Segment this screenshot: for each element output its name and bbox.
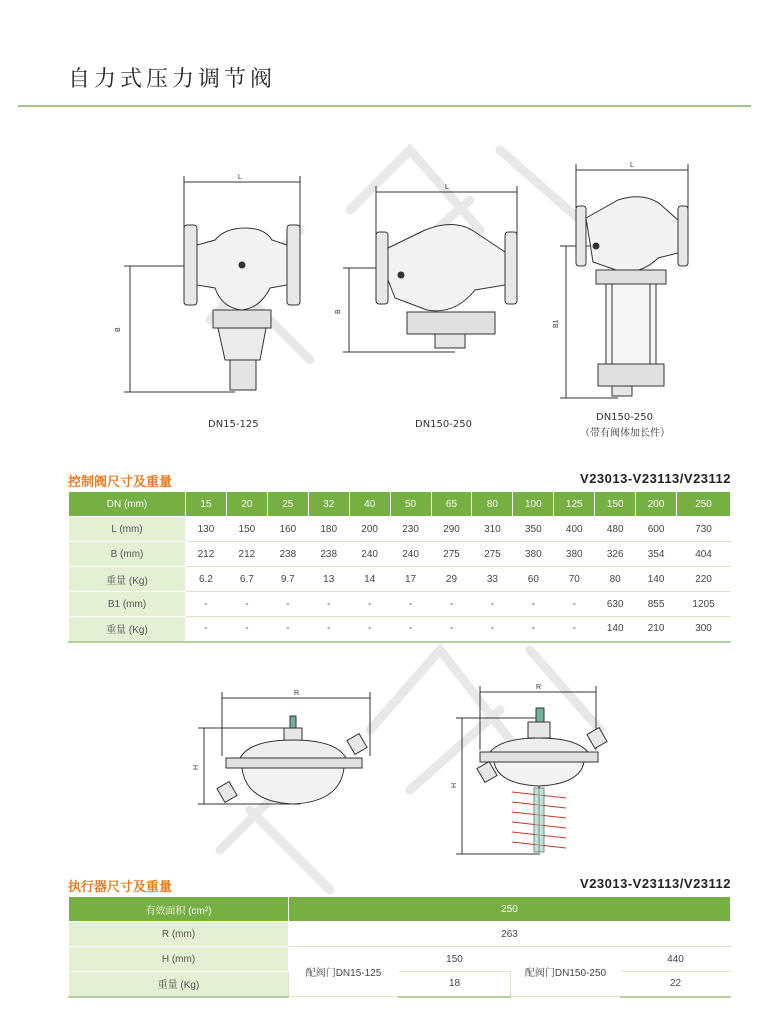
- actuator-drawing-large: [450, 680, 620, 860]
- dn-cell: 25: [267, 492, 308, 517]
- dn-cell: 150: [595, 492, 636, 517]
- table-cell: 275: [472, 542, 513, 567]
- table-cell: 275: [431, 542, 472, 567]
- table-cell: 6.2: [186, 567, 227, 592]
- dim-b-label: B: [115, 327, 122, 332]
- table-row: [69, 567, 731, 592]
- table-cell: -: [431, 592, 472, 617]
- table-row: [69, 972, 731, 997]
- dim-h-label: H: [193, 764, 200, 770]
- table-row: [69, 922, 731, 947]
- table-cell: 33: [472, 567, 513, 592]
- table-cell: 17: [390, 567, 431, 592]
- dn-cell: 32: [308, 492, 349, 517]
- table-row: [69, 517, 731, 542]
- area-label: 有效面积 (cm²): [69, 897, 289, 922]
- header-label: DN (mm): [69, 492, 186, 517]
- dn-cell: 40: [349, 492, 390, 517]
- dim-r-label: R: [294, 690, 300, 697]
- table-cell: 240: [349, 542, 390, 567]
- table-cell: 238: [308, 542, 349, 567]
- dn-cell: 50: [390, 492, 431, 517]
- caption-valve3-line1: DN150-250: [596, 412, 653, 423]
- valve-drawing-dn15-125: [110, 170, 320, 400]
- table-cell: 13: [308, 567, 349, 592]
- row-label: H (mm): [69, 947, 289, 972]
- table-cell: 212: [226, 542, 267, 567]
- table-cell: 290: [431, 517, 472, 542]
- table-cell: 380: [513, 542, 554, 567]
- group-label: 配阀门DN15-125: [289, 947, 399, 997]
- caption-valve1: DN15-125: [208, 419, 259, 430]
- dn-cell: 65: [431, 492, 472, 517]
- table-row: [69, 592, 731, 617]
- table-cell: -: [267, 592, 308, 617]
- table-cell: 326: [595, 542, 636, 567]
- table-cell: 140: [595, 617, 636, 642]
- table-cell: 630: [595, 592, 636, 617]
- table-cell: 150: [226, 517, 267, 542]
- table-cell: 600: [636, 517, 677, 542]
- valve-table-title: 控制阀尺寸及重量: [68, 475, 173, 490]
- row-label: 重量 (Kg): [69, 972, 289, 997]
- caption-valve3-line2: （带有阀体加长件）: [580, 428, 670, 439]
- table-cell: 9.7: [267, 567, 308, 592]
- table-cell: 404: [677, 542, 731, 567]
- row-label: R (mm): [69, 922, 289, 947]
- dim-r-label: R: [536, 684, 542, 691]
- table-cell: 238: [267, 542, 308, 567]
- table-cell: -: [308, 617, 349, 642]
- valve-drawing-extension: [548, 158, 698, 408]
- table-cell: -: [431, 617, 472, 642]
- table-cell: -: [226, 617, 267, 642]
- table-cell: 855: [636, 592, 677, 617]
- table-cell: 300: [677, 617, 731, 642]
- table-cell: -: [267, 617, 308, 642]
- valve-drawing-dn150-250: [335, 180, 535, 360]
- table-cell: 140: [636, 567, 677, 592]
- row-label: L (mm): [69, 517, 186, 542]
- row-label: B (mm): [69, 542, 186, 567]
- table-cell: -: [554, 617, 595, 642]
- table-cell: 6.7: [226, 567, 267, 592]
- dn-cell: 250: [677, 492, 731, 517]
- table-cell: 180: [308, 517, 349, 542]
- table-cell: -: [513, 592, 554, 617]
- table-cell: 200: [349, 517, 390, 542]
- dim-l-label: L: [445, 184, 449, 191]
- table-cell: 212: [186, 542, 227, 567]
- table-cell: 730: [677, 517, 731, 542]
- table-cell: -: [308, 592, 349, 617]
- row-label: 重量 (Kg): [69, 567, 186, 592]
- table-cell: -: [554, 592, 595, 617]
- table-cell: 22: [621, 972, 731, 997]
- table-cell: 230: [390, 517, 431, 542]
- dim-h-label: H: [451, 782, 458, 788]
- table-cell: 263: [289, 922, 731, 947]
- dn-cell: 20: [226, 492, 267, 517]
- row-label: B1 (mm): [69, 592, 186, 617]
- dn-cell: 125: [554, 492, 595, 517]
- table-cell: 70: [554, 567, 595, 592]
- dim-b1-label: B1: [553, 319, 560, 328]
- table-cell: 380: [554, 542, 595, 567]
- title-divider: [18, 105, 751, 107]
- table-header-row: [69, 492, 731, 517]
- area-value: 250: [289, 897, 731, 922]
- table-row: [69, 542, 731, 567]
- table-cell: -: [186, 592, 227, 617]
- actuator-table-title: 执行器尺寸及重量: [68, 880, 173, 895]
- table-cell: -: [186, 617, 227, 642]
- table-cell: -: [390, 592, 431, 617]
- table-cell: 1205: [677, 592, 731, 617]
- dim-l-label: L: [238, 174, 242, 181]
- table-row: [69, 617, 731, 642]
- table-cell: -: [513, 617, 554, 642]
- dim-l-label: L: [630, 162, 634, 169]
- table-cell: 350: [513, 517, 554, 542]
- table-cell: 60: [513, 567, 554, 592]
- table-cell: -: [390, 617, 431, 642]
- table-cell: 440: [621, 947, 731, 972]
- table-cell: 354: [636, 542, 677, 567]
- page-title: 自力式压力调节阀: [68, 67, 277, 92]
- row-label: 重量 (Kg): [69, 617, 186, 642]
- caption-valve2: DN150-250: [415, 419, 472, 430]
- dn-cell: 100: [513, 492, 554, 517]
- table-cell: -: [472, 592, 513, 617]
- dn-cell: 200: [636, 492, 677, 517]
- table-cell: 160: [267, 517, 308, 542]
- table-cell: -: [472, 617, 513, 642]
- dn-cell: 15: [186, 492, 227, 517]
- valve-spec-table: [68, 491, 731, 643]
- actuator-spec-table: [68, 896, 731, 998]
- table-header-row: [69, 897, 731, 922]
- dn-cell: 80: [472, 492, 513, 517]
- table-cell: 18: [399, 972, 511, 997]
- table-cell: 29: [431, 567, 472, 592]
- valve-table-model: V23013-V23113/V23112: [580, 471, 731, 486]
- table-cell: 240: [390, 542, 431, 567]
- table-cell: 14: [349, 567, 390, 592]
- group-label: 配阀门DN150-250: [511, 947, 621, 997]
- table-cell: 400: [554, 517, 595, 542]
- table-cell: -: [226, 592, 267, 617]
- table-cell: -: [349, 592, 390, 617]
- table-cell: 480: [595, 517, 636, 542]
- table-cell: 80: [595, 567, 636, 592]
- table-row: [69, 947, 731, 972]
- actuator-table-model: V23013-V23113/V23112: [580, 876, 731, 891]
- actuator-drawing-small: [190, 686, 390, 811]
- table-cell: 130: [186, 517, 227, 542]
- table-cell: 210: [636, 617, 677, 642]
- table-cell: 220: [677, 567, 731, 592]
- table-cell: 310: [472, 517, 513, 542]
- table-cell: -: [349, 617, 390, 642]
- dim-b-label: B: [335, 309, 342, 314]
- table-cell: 150: [399, 947, 511, 972]
